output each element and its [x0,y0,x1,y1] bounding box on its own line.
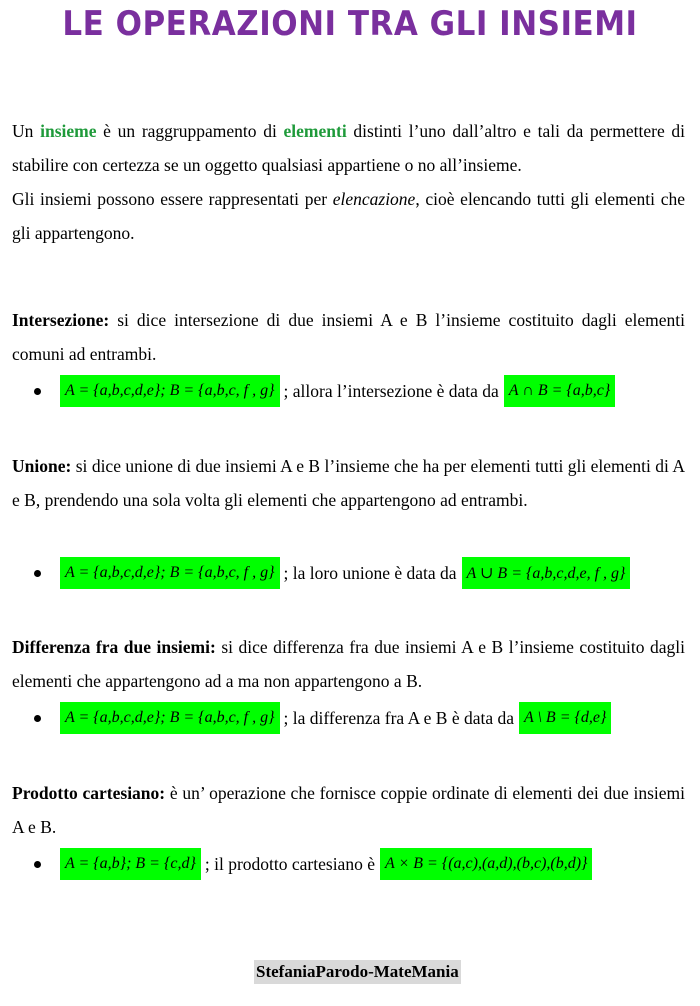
differenza-paragraph [12,630,685,698]
bullet-icon [34,715,41,722]
unione-example [34,556,630,590]
differenza-connector: ; la differenza fra A e B è data da [283,707,514,728]
unione-connector: ; la loro unione è data da [283,562,457,583]
intersezione-sets: A = {a,b,c,d,e}; B = {a,b,c, f , g} [60,375,280,407]
unione-heading: Unione: [12,456,72,476]
bullet-icon [34,861,41,868]
footer-credit: StefaniaParodo-MateMania [254,960,461,984]
prodotto-heading: Prodotto cartesiano: [12,783,166,803]
keyword-elencazione: elencazione [332,189,416,209]
intro-text-5: , cioè elencando tutti gli elementi che gli appartengono. [12,189,685,243]
prodotto-result: A × B = {(a,c),(a,d),(b,c),(b,d)} [380,848,592,880]
intro-text-1: Un [12,121,41,141]
bullet-icon [34,570,41,577]
keyword-elementi: elementi [283,121,347,141]
unione-paragraph [12,449,685,517]
prodotto-connector: ; il prodotto cartesiano è [204,853,375,874]
unione-result: A ∪ B = {a,b,c,d,e, f , g} [462,557,631,589]
intersezione-paragraph [12,303,685,371]
prodotto-paragraph [12,776,685,844]
intersezione-heading: Intersezione: [12,310,110,330]
differenza-heading: Differenza fra due insiemi: [12,637,216,657]
intro-text-3: distinti l’uno dall’altro e tali da permettere di stabilire con certezza se un oggetto qualsiasi appartiene o no all’insieme. [12,121,686,175]
prodotto-example [34,847,592,881]
page-title: LE OPERAZIONI TRA GLI INSIEMI [62,4,638,44]
prodotto-text: è un’ operazione che fornisce coppie ordinate di elementi dei due insiemi A e B. [12,783,685,837]
differenza-text: si dice differenza fra due insiemi A e B l’insieme costituito dagli elementi che appartengono ad a ma non appartengono a B. [12,637,685,691]
differenza-sets: A = {a,b,c,d,e}; B = {a,b,c, f , g} [60,702,280,734]
differenza-result: A \ B = {d,e} [519,702,611,734]
unione-text: si dice unione di due insiemi A e B l’insieme che ha per elementi tutti gli elementi di A e B, prendendo una sola volta gli elementi che appartengono ad entrambi. [12,456,685,510]
intersezione-result: A ∩ B = {a,b,c} [504,375,616,407]
unione-sets: A = {a,b,c,d,e}; B = {a,b,c, f , g} [60,557,280,589]
intro-paragraph [12,114,685,250]
intersezione-text: si dice intersezione di due insiemi A e B l’insieme costituito dagli elementi comuni ad entrambi. [12,310,685,364]
differenza-example [34,701,611,735]
prodotto-sets: A = {a,b}; B = {c,d} [60,848,201,880]
keyword-insieme: insieme [40,121,97,141]
bullet-icon [34,388,41,395]
intersezione-example [34,374,615,408]
intro-text-4: Gli insiemi possono essere rappresentati per [12,189,333,209]
intersezione-connector: ; allora l’intersezione è data da [283,380,499,401]
intro-text-2: è un raggruppamento di [96,121,284,141]
